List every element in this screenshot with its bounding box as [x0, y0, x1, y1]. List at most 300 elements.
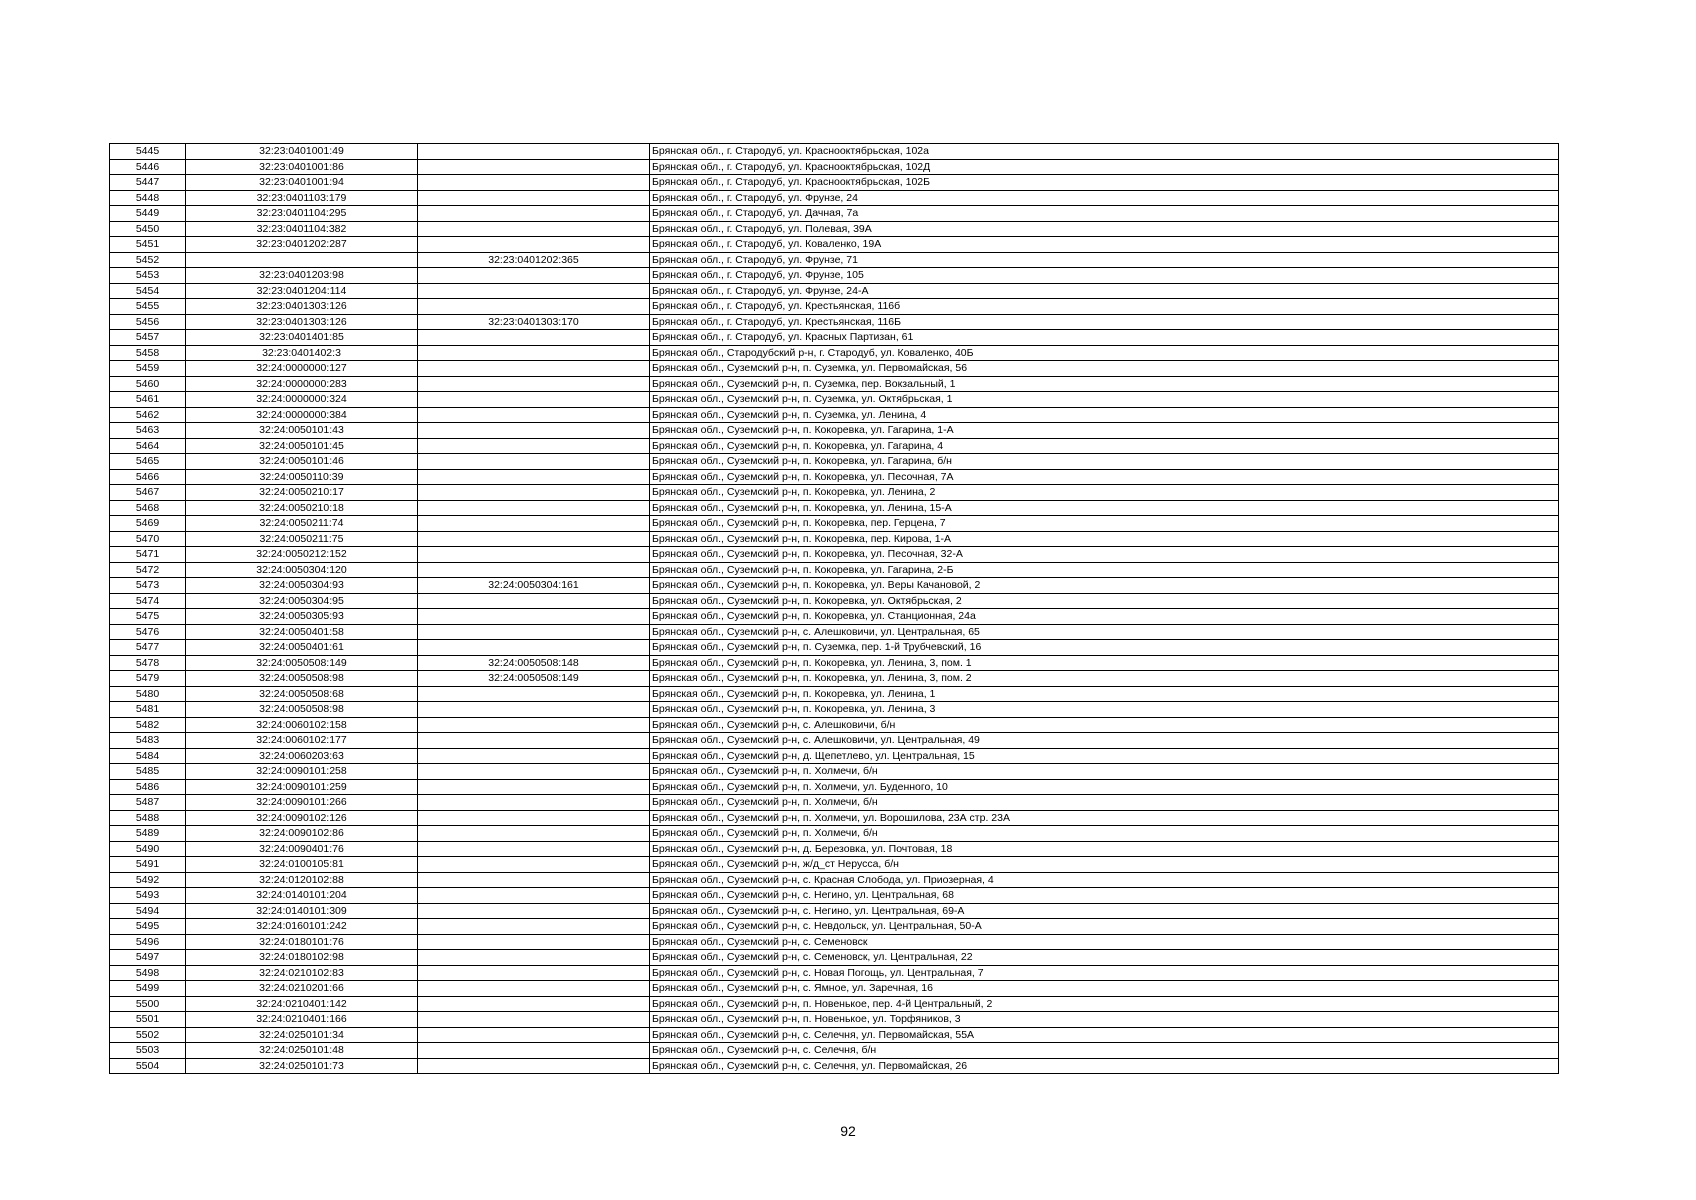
- address-cell: Брянская обл., Суземский р-н, п. Кокоревка, ул. Станционная, 24а: [650, 609, 1559, 625]
- related-cadastral-number-cell: [418, 299, 650, 315]
- row-number-cell: 5453: [110, 268, 186, 284]
- cadastral-number-cell: 32:24:0210201:66: [186, 981, 418, 997]
- related-cadastral-number-cell: 32:23:0401303:170: [418, 314, 650, 330]
- cadastral-number-cell: 32:24:0100105:81: [186, 857, 418, 873]
- row-number-cell: 5496: [110, 934, 186, 950]
- row-number-cell: 5489: [110, 826, 186, 842]
- cadastral-number-cell: 32:24:0050304:95: [186, 593, 418, 609]
- cadastral-number-cell: 32:24:0090102:86: [186, 826, 418, 842]
- related-cadastral-number-cell: [418, 144, 650, 160]
- address-cell: Брянская обл., Суземский р-н, п. Кокоревка, ул. Ленина, 3, пом. 1: [650, 655, 1559, 671]
- address-cell: Брянская обл., Суземский р-н, п. Холмечи, ул. Ворошилова, 23А стр. 23А: [650, 810, 1559, 826]
- address-cell: Брянская обл., Суземский р-н, с. Алешковичи, б/н: [650, 717, 1559, 733]
- cadastral-number-cell: 32:24:0050401:58: [186, 624, 418, 640]
- cadastral-number-cell: 32:23:0401001:86: [186, 159, 418, 175]
- row-number-cell: 5464: [110, 438, 186, 454]
- cadastral-number-cell: 32:24:0160101:242: [186, 919, 418, 935]
- related-cadastral-number-cell: [418, 175, 650, 191]
- address-cell: Брянская обл., г. Стародуб, ул. Красных Партизан, 61: [650, 330, 1559, 346]
- address-cell: Брянская обл., Стародубский р-н, г. Стародуб, ул. Коваленко, 40Б: [650, 345, 1559, 361]
- address-cell: Брянская обл., г. Стародуб, ул. Краснооктябрьская, 102а: [650, 144, 1559, 160]
- row-number-cell: 5499: [110, 981, 186, 997]
- address-cell: Брянская обл., Суземский р-н, с. Алешковичи, ул. Центральная, 65: [650, 624, 1559, 640]
- table-row: [110, 950, 1559, 966]
- related-cadastral-number-cell: [418, 283, 650, 299]
- address-cell: Брянская обл., Суземский р-н, п. Суземка, пер. Вокзальный, 1: [650, 376, 1559, 392]
- row-number-cell: 5449: [110, 206, 186, 222]
- table-row: [110, 810, 1559, 826]
- related-cadastral-number-cell: [418, 919, 650, 935]
- row-number-cell: 5467: [110, 485, 186, 501]
- related-cadastral-number-cell: [418, 764, 650, 780]
- address-cell: Брянская обл., г. Стародуб, ул. Краснооктябрьская, 102Д: [650, 159, 1559, 175]
- row-number-cell: 5483: [110, 733, 186, 749]
- address-cell: Брянская обл., Суземский р-н, п. Кокоревка, ул. Веры Качановой, 2: [650, 578, 1559, 594]
- address-cell: Брянская обл., г. Стародуб, ул. Крестьянская, 116б: [650, 299, 1559, 315]
- table-row: [110, 1058, 1559, 1074]
- related-cadastral-number-cell: [418, 330, 650, 346]
- table-row: [110, 1027, 1559, 1043]
- row-number-cell: 5474: [110, 593, 186, 609]
- cadastral-number-cell: 32:23:0401001:94: [186, 175, 418, 191]
- row-number-cell: 5463: [110, 423, 186, 439]
- table-row: [110, 237, 1559, 253]
- table-row: [110, 841, 1559, 857]
- table-row: [110, 965, 1559, 981]
- table-row: [110, 438, 1559, 454]
- cadastral-number-cell: 32:24:0090401:76: [186, 841, 418, 857]
- row-number-cell: 5481: [110, 702, 186, 718]
- address-cell: Брянская обл., г. Стародуб, ул. Краснооктябрьская, 102Б: [650, 175, 1559, 191]
- table-row: [110, 1043, 1559, 1059]
- related-cadastral-number-cell: [418, 857, 650, 873]
- table-row: [110, 345, 1559, 361]
- row-number-cell: 5491: [110, 857, 186, 873]
- related-cadastral-number-cell: [418, 950, 650, 966]
- related-cadastral-number-cell: [418, 423, 650, 439]
- registry-table: [109, 143, 1559, 1074]
- table-row: [110, 872, 1559, 888]
- table-row: [110, 996, 1559, 1012]
- row-number-cell: 5497: [110, 950, 186, 966]
- cadastral-number-cell: 32:24:0050210:18: [186, 500, 418, 516]
- address-cell: Брянская обл., Суземский р-н, с. Семеновск, ул. Центральная, 22: [650, 950, 1559, 966]
- address-cell: Брянская обл., Суземский р-н, с. Алешковичи, ул. Центральная, 49: [650, 733, 1559, 749]
- related-cadastral-number-cell: [418, 268, 650, 284]
- related-cadastral-number-cell: [418, 826, 650, 842]
- table-row: [110, 500, 1559, 516]
- row-number-cell: 5469: [110, 516, 186, 532]
- related-cadastral-number-cell: 32:24:0050508:148: [418, 655, 650, 671]
- table-row: [110, 779, 1559, 795]
- related-cadastral-number-cell: 32:24:0050304:161: [418, 578, 650, 594]
- cadastral-number-cell: 32:24:0050210:17: [186, 485, 418, 501]
- related-cadastral-number-cell: [418, 237, 650, 253]
- related-cadastral-number-cell: [418, 748, 650, 764]
- table-row: [110, 795, 1559, 811]
- table-row: [110, 1012, 1559, 1028]
- cadastral-number-cell: 32:24:0000000:127: [186, 361, 418, 377]
- row-number-cell: 5492: [110, 872, 186, 888]
- table-row: [110, 764, 1559, 780]
- cadastral-number-cell: 32:24:0120102:88: [186, 872, 418, 888]
- row-number-cell: 5450: [110, 221, 186, 237]
- address-cell: Брянская обл., Суземский р-н, п. Кокоревка, пер. Кирова, 1-А: [650, 531, 1559, 547]
- table-row: [110, 655, 1559, 671]
- address-cell: Брянская обл., Суземский р-н, с. Невдольск, ул. Центральная, 50-А: [650, 919, 1559, 935]
- related-cadastral-number-cell: [418, 1012, 650, 1028]
- address-cell: Брянская обл., Суземский р-н, с. Негино, ул. Центральная, 68: [650, 888, 1559, 904]
- registry-table-body: [110, 144, 1559, 1074]
- address-cell: Брянская обл., г. Стародуб, ул. Фрунзе, 24-А: [650, 283, 1559, 299]
- row-number-cell: 5488: [110, 810, 186, 826]
- cadastral-number-cell: 32:23:0401402:3: [186, 345, 418, 361]
- cadastral-number-cell: 32:24:0060203:63: [186, 748, 418, 764]
- related-cadastral-number-cell: [418, 345, 650, 361]
- address-cell: Брянская обл., Суземский р-н, п. Суземка, ул. Ленина, 4: [650, 407, 1559, 423]
- address-cell: Брянская обл., г. Стародуб, ул. Крестьянская, 116Б: [650, 314, 1559, 330]
- table-row: [110, 826, 1559, 842]
- address-cell: Брянская обл., Суземский р-н, п. Кокоревка, ул. Гагарина, б/н: [650, 454, 1559, 470]
- table-row: [110, 221, 1559, 237]
- table-row: [110, 175, 1559, 191]
- address-cell: Брянская обл., Суземский р-н, д. Щепетлево, ул. Центральная, 15: [650, 748, 1559, 764]
- related-cadastral-number-cell: [418, 361, 650, 377]
- address-cell: Брянская обл., Суземский р-н, с. Негино, ул. Центральная, 69-А: [650, 903, 1559, 919]
- cadastral-number-cell: 32:24:0090102:126: [186, 810, 418, 826]
- related-cadastral-number-cell: [418, 841, 650, 857]
- related-cadastral-number-cell: [418, 1027, 650, 1043]
- related-cadastral-number-cell: [418, 795, 650, 811]
- address-cell: Брянская обл., Суземский р-н, п. Кокоревка, пер. Герцена, 7: [650, 516, 1559, 532]
- cadastral-number-cell: 32:24:0050508:98: [186, 702, 418, 718]
- cadastral-number-cell: 32:24:0050101:45: [186, 438, 418, 454]
- row-number-cell: 5504: [110, 1058, 186, 1074]
- related-cadastral-number-cell: [418, 717, 650, 733]
- table-row: [110, 981, 1559, 997]
- row-number-cell: 5448: [110, 190, 186, 206]
- table-row: [110, 516, 1559, 532]
- related-cadastral-number-cell: [418, 500, 650, 516]
- cadastral-number-cell: 32:24:0090101:266: [186, 795, 418, 811]
- table-row: [110, 376, 1559, 392]
- address-cell: Брянская обл., Суземский р-н, п. Кокоревка, ул. Ленина, 3: [650, 702, 1559, 718]
- table-row: [110, 562, 1559, 578]
- address-cell: Брянская обл., г. Стародуб, ул. Дачная, 7а: [650, 206, 1559, 222]
- row-number-cell: 5485: [110, 764, 186, 780]
- address-cell: Брянская обл., г. Стародуб, ул. Фрунзе, 24: [650, 190, 1559, 206]
- table-row: [110, 748, 1559, 764]
- cadastral-number-cell: 32:23:0401001:49: [186, 144, 418, 160]
- table-row: [110, 888, 1559, 904]
- address-cell: Брянская обл., Суземский р-н, п. Кокоревка, ул. Песочная, 7А: [650, 469, 1559, 485]
- cadastral-number-cell: 32:23:0401303:126: [186, 314, 418, 330]
- cadastral-number-cell: 32:23:0401203:98: [186, 268, 418, 284]
- cadastral-number-cell: 32:24:0140101:309: [186, 903, 418, 919]
- related-cadastral-number-cell: [418, 485, 650, 501]
- row-number-cell: 5480: [110, 686, 186, 702]
- address-cell: Брянская обл., Суземский р-н, п. Новенькое, пер. 4-й Центральный, 2: [650, 996, 1559, 1012]
- related-cadastral-number-cell: [418, 965, 650, 981]
- row-number-cell: 5482: [110, 717, 186, 733]
- cadastral-number-cell: 32:24:0050212:152: [186, 547, 418, 563]
- row-number-cell: 5477: [110, 640, 186, 656]
- row-number-cell: 5479: [110, 671, 186, 687]
- cadastral-number-cell: 32:23:0401204:114: [186, 283, 418, 299]
- table-row: [110, 485, 1559, 501]
- cadastral-number-cell: 32:24:0000000:324: [186, 392, 418, 408]
- address-cell: Брянская обл., г. Стародуб, ул. Полевая, 39А: [650, 221, 1559, 237]
- table-row: [110, 469, 1559, 485]
- related-cadastral-number-cell: [418, 810, 650, 826]
- table-row: [110, 144, 1559, 160]
- table-row: [110, 330, 1559, 346]
- row-number-cell: 5495: [110, 919, 186, 935]
- cadastral-number-cell: 32:24:0050508:98: [186, 671, 418, 687]
- address-cell: Брянская обл., Суземский р-н, п. Холмечи, б/н: [650, 795, 1559, 811]
- row-number-cell: 5470: [110, 531, 186, 547]
- row-number-cell: 5486: [110, 779, 186, 795]
- table-row: [110, 547, 1559, 563]
- row-number-cell: 5500: [110, 996, 186, 1012]
- row-number-cell: 5498: [110, 965, 186, 981]
- row-number-cell: 5447: [110, 175, 186, 191]
- row-number-cell: 5503: [110, 1043, 186, 1059]
- related-cadastral-number-cell: [418, 1043, 650, 1059]
- related-cadastral-number-cell: [418, 159, 650, 175]
- cadastral-number-cell: 32:24:0050508:149: [186, 655, 418, 671]
- table-row: [110, 640, 1559, 656]
- related-cadastral-number-cell: [418, 376, 650, 392]
- cadastral-number-cell: 32:23:0401104:295: [186, 206, 418, 222]
- table-row: [110, 361, 1559, 377]
- related-cadastral-number-cell: [418, 438, 650, 454]
- address-cell: Брянская обл., Суземский р-н, п. Кокоревка, ул. Гагарина, 1-А: [650, 423, 1559, 439]
- row-number-cell: 5484: [110, 748, 186, 764]
- related-cadastral-number-cell: [418, 562, 650, 578]
- address-cell: Брянская обл., Суземский р-н, с. Селечня, б/н: [650, 1043, 1559, 1059]
- cadastral-number-cell: 32:24:0250101:48: [186, 1043, 418, 1059]
- address-cell: Брянская обл., Суземский р-н, с. Красная Слобода, ул. Приозерная, 4: [650, 872, 1559, 888]
- cadastral-number-cell: 32:24:0050304:120: [186, 562, 418, 578]
- cadastral-number-cell: 32:24:0050101:43: [186, 423, 418, 439]
- cadastral-number-cell: 32:24:0060102:158: [186, 717, 418, 733]
- table-row: [110, 686, 1559, 702]
- related-cadastral-number-cell: [418, 547, 650, 563]
- cadastral-number-cell: 32:24:0060102:177: [186, 733, 418, 749]
- table-row: [110, 733, 1559, 749]
- address-cell: Брянская обл., Суземский р-н, с. Селечня, ул. Первомайская, 26: [650, 1058, 1559, 1074]
- related-cadastral-number-cell: [418, 221, 650, 237]
- related-cadastral-number-cell: [418, 888, 650, 904]
- table-row: [110, 934, 1559, 950]
- related-cadastral-number-cell: [418, 190, 650, 206]
- address-cell: Брянская обл., Суземский р-н, п. Кокоревка, ул. Гагарина, 2-Б: [650, 562, 1559, 578]
- related-cadastral-number-cell: [418, 454, 650, 470]
- row-number-cell: 5456: [110, 314, 186, 330]
- address-cell: Брянская обл., Суземский р-н, с. Ямное, ул. Заречная, 16: [650, 981, 1559, 997]
- row-number-cell: 5454: [110, 283, 186, 299]
- row-number-cell: 5478: [110, 655, 186, 671]
- address-cell: Брянская обл., Суземский р-н, п. Кокоревка, ул. Ленина, 15-А: [650, 500, 1559, 516]
- row-number-cell: 5502: [110, 1027, 186, 1043]
- row-number-cell: 5459: [110, 361, 186, 377]
- address-cell: Брянская обл., Суземский р-н, п. Кокоревка, ул. Песочная, 32-А: [650, 547, 1559, 563]
- row-number-cell: 5445: [110, 144, 186, 160]
- row-number-cell: 5462: [110, 407, 186, 423]
- related-cadastral-number-cell: [418, 981, 650, 997]
- row-number-cell: 5490: [110, 841, 186, 857]
- related-cadastral-number-cell: [418, 624, 650, 640]
- table-row: [110, 531, 1559, 547]
- table-row: [110, 314, 1559, 330]
- related-cadastral-number-cell: [418, 206, 650, 222]
- table-row: [110, 593, 1559, 609]
- table-row: [110, 283, 1559, 299]
- table-row: [110, 252, 1559, 268]
- table-row: [110, 609, 1559, 625]
- address-cell: Брянская обл., Суземский р-н, п. Холмечи, ул. Буденного, 10: [650, 779, 1559, 795]
- table-row: [110, 423, 1559, 439]
- row-number-cell: 5494: [110, 903, 186, 919]
- address-cell: Брянская обл., Суземский р-н, п. Холмечи, б/н: [650, 764, 1559, 780]
- related-cadastral-number-cell: [418, 934, 650, 950]
- cadastral-number-cell: 32:24:0180101:76: [186, 934, 418, 950]
- address-cell: Брянская обл., Суземский р-н, с. Селечня, ул. Первомайская, 55А: [650, 1027, 1559, 1043]
- related-cadastral-number-cell: [418, 407, 650, 423]
- row-number-cell: 5472: [110, 562, 186, 578]
- address-cell: Брянская обл., Суземский р-н, п. Суземка, ул. Первомайская, 56: [650, 361, 1559, 377]
- related-cadastral-number-cell: [418, 903, 650, 919]
- row-number-cell: 5468: [110, 500, 186, 516]
- row-number-cell: 5501: [110, 1012, 186, 1028]
- address-cell: Брянская обл., Суземский р-н, п. Кокоревка, ул. Ленина, 3, пом. 2: [650, 671, 1559, 687]
- cadastral-number-cell: 32:23:0401104:382: [186, 221, 418, 237]
- row-number-cell: 5446: [110, 159, 186, 175]
- cadastral-number-cell: 32:24:0050401:61: [186, 640, 418, 656]
- table-row: [110, 407, 1559, 423]
- related-cadastral-number-cell: [418, 1058, 650, 1074]
- table-row: [110, 190, 1559, 206]
- cadastral-number-cell: 32:24:0180102:98: [186, 950, 418, 966]
- address-cell: Брянская обл., Суземский р-н, с. Семеновск: [650, 934, 1559, 950]
- related-cadastral-number-cell: [418, 469, 650, 485]
- cadastral-number-cell: 32:24:0050110:39: [186, 469, 418, 485]
- cadastral-number-cell: 32:23:0401303:126: [186, 299, 418, 315]
- row-number-cell: 5466: [110, 469, 186, 485]
- related-cadastral-number-cell: 32:24:0050508:149: [418, 671, 650, 687]
- related-cadastral-number-cell: [418, 593, 650, 609]
- table-row: [110, 919, 1559, 935]
- cadastral-number-cell: 32:24:0210401:142: [186, 996, 418, 1012]
- row-number-cell: 5451: [110, 237, 186, 253]
- related-cadastral-number-cell: [418, 702, 650, 718]
- related-cadastral-number-cell: [418, 779, 650, 795]
- cadastral-number-cell: 32:24:0050508:68: [186, 686, 418, 702]
- cadastral-number-cell: 32:24:0140101:204: [186, 888, 418, 904]
- table-row: [110, 857, 1559, 873]
- table-row: [110, 578, 1559, 594]
- row-number-cell: 5487: [110, 795, 186, 811]
- row-number-cell: 5461: [110, 392, 186, 408]
- table-row: [110, 392, 1559, 408]
- address-cell: Брянская обл., Суземский р-н, п. Суземка, пер. 1-й Трубчевский, 16: [650, 640, 1559, 656]
- address-cell: Брянская обл., Суземский р-н, п. Кокоревка, ул. Гагарина, 4: [650, 438, 1559, 454]
- cadastral-number-cell: 32:24:0250101:73: [186, 1058, 418, 1074]
- address-cell: Брянская обл., Суземский р-н, п. Кокоревка, ул. Ленина, 2: [650, 485, 1559, 501]
- address-cell: Брянская обл., Суземский р-н, с. Новая Погощь, ул. Центральная, 7: [650, 965, 1559, 981]
- related-cadastral-number-cell: [418, 516, 650, 532]
- table-row: [110, 268, 1559, 284]
- table-row: [110, 903, 1559, 919]
- cadastral-number-cell: 32:24:0090101:258: [186, 764, 418, 780]
- related-cadastral-number-cell: [418, 531, 650, 547]
- address-cell: Брянская обл., Суземский р-н, п. Новенькое, ул. Торфяников, 3: [650, 1012, 1559, 1028]
- address-cell: Брянская обл., Суземский р-н, п. Холмечи, б/н: [650, 826, 1559, 842]
- related-cadastral-number-cell: 32:23:0401202:365: [418, 252, 650, 268]
- address-cell: Брянская обл., Суземский р-н, п. Кокоревка, ул. Октябрьская, 2: [650, 593, 1559, 609]
- row-number-cell: 5458: [110, 345, 186, 361]
- page-number: 92: [840, 1123, 856, 1139]
- cadastral-number-cell: 32:24:0090101:259: [186, 779, 418, 795]
- cadastral-number-cell: 32:24:0250101:34: [186, 1027, 418, 1043]
- table-row: [110, 206, 1559, 222]
- cadastral-number-cell: 32:24:0050304:93: [186, 578, 418, 594]
- related-cadastral-number-cell: [418, 640, 650, 656]
- cadastral-number-cell: 32:23:0401103:179: [186, 190, 418, 206]
- related-cadastral-number-cell: [418, 733, 650, 749]
- cadastral-number-cell: 32:24:0000000:283: [186, 376, 418, 392]
- cadastral-number-cell: 32:24:0210401:166: [186, 1012, 418, 1028]
- cadastral-number-cell: 32:24:0210102:83: [186, 965, 418, 981]
- row-number-cell: 5475: [110, 609, 186, 625]
- address-cell: Брянская обл., г. Стародуб, ул. Коваленко, 19А: [650, 237, 1559, 253]
- related-cadastral-number-cell: [418, 609, 650, 625]
- row-number-cell: 5476: [110, 624, 186, 640]
- cadastral-number-cell: 32:24:0000000:384: [186, 407, 418, 423]
- cadastral-number-cell: 32:24:0050305:93: [186, 609, 418, 625]
- table-row: [110, 717, 1559, 733]
- cadastral-number-cell: 32:24:0050211:74: [186, 516, 418, 532]
- cadastral-number-cell: 32:24:0050211:75: [186, 531, 418, 547]
- row-number-cell: 5452: [110, 252, 186, 268]
- table-row: [110, 671, 1559, 687]
- row-number-cell: 5460: [110, 376, 186, 392]
- address-cell: Брянская обл., г. Стародуб, ул. Фрунзе, 71: [650, 252, 1559, 268]
- address-cell: Брянская обл., Суземский р-н, п. Кокоревка, ул. Ленина, 1: [650, 686, 1559, 702]
- cadastral-number-cell: 32:24:0050101:46: [186, 454, 418, 470]
- cadastral-number-cell: 32:23:0401202:287: [186, 237, 418, 253]
- row-number-cell: 5455: [110, 299, 186, 315]
- cadastral-number-cell: 32:23:0401401:85: [186, 330, 418, 346]
- address-cell: Брянская обл., Суземский р-н, д. Березовка, ул. Почтовая, 18: [650, 841, 1559, 857]
- table-row: [110, 702, 1559, 718]
- table-row: [110, 454, 1559, 470]
- table-row: [110, 299, 1559, 315]
- related-cadastral-number-cell: [418, 392, 650, 408]
- cadastral-number-cell: [186, 252, 418, 268]
- table-row: [110, 624, 1559, 640]
- row-number-cell: 5493: [110, 888, 186, 904]
- row-number-cell: 5465: [110, 454, 186, 470]
- row-number-cell: 5457: [110, 330, 186, 346]
- related-cadastral-number-cell: [418, 686, 650, 702]
- related-cadastral-number-cell: [418, 996, 650, 1012]
- address-cell: Брянская обл., г. Стародуб, ул. Фрунзе, 105: [650, 268, 1559, 284]
- row-number-cell: 5473: [110, 578, 186, 594]
- row-number-cell: 5471: [110, 547, 186, 563]
- address-cell: Брянская обл., Суземский р-н, ж/д_ст Нерусса, б/н: [650, 857, 1559, 873]
